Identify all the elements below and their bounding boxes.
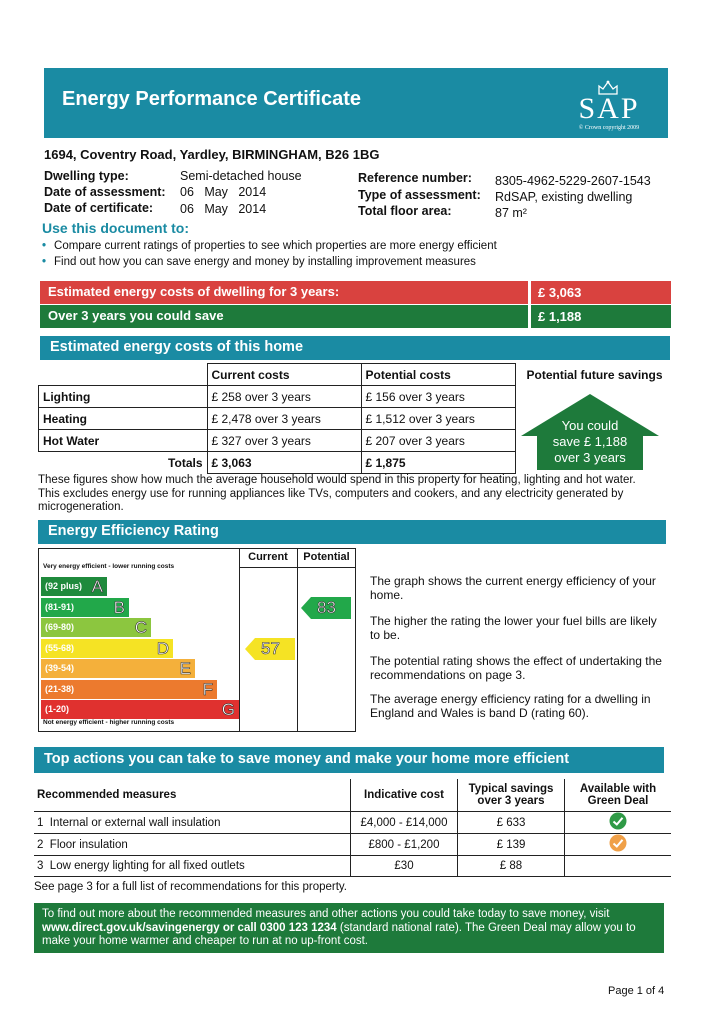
sap-logo-text: SAP (578, 92, 640, 125)
cost-row-label: Hot Water (39, 430, 208, 452)
house-line-2: save £ 1,188 (552, 434, 628, 449)
eer-section-title: Energy Efficiency Rating (48, 523, 219, 539)
eer-band-c (41, 618, 151, 637)
eer-band-b (41, 598, 129, 617)
floor-area-label: Total floor area: (358, 204, 452, 218)
table-row (34, 856, 671, 877)
table-row (34, 812, 671, 834)
estimated-cost-label: Estimated energy costs of dwelling for 3 years: (48, 284, 340, 299)
info-link[interactable]: www.direct.gov.uk/savingenergy or call 0300 123 1234 (42, 921, 337, 934)
eer-band-range: (39-54) (45, 663, 75, 673)
type-assessment-value: RdSAP, existing dwelling (495, 190, 633, 204)
sap-logo (564, 80, 654, 136)
eer-band-range: (69-80) (45, 622, 75, 632)
house-line-3: over 3 years (554, 450, 626, 465)
eer-band-letter: C (134, 618, 147, 637)
dwelling-type-label: Dwelling type: (44, 169, 129, 183)
eer-band-d (41, 639, 173, 658)
eer-band-letter: D (156, 638, 169, 658)
title-banner (44, 68, 668, 138)
measure-number: 1 (37, 816, 44, 829)
potential-costs-header: Potential costs (361, 364, 515, 386)
totals-current: £ 3,063 (207, 452, 361, 474)
totals-label: Totals (168, 455, 203, 470)
eer-band-f (41, 680, 217, 699)
use-bullet-text: Find out how you can save energy and money by installing improvement measures (54, 256, 476, 268)
reference-value: 8305-4962-5229-2607-1543 (495, 174, 651, 188)
bullet-icon: • (42, 240, 47, 252)
eer-band-range: (92 plus) (45, 581, 83, 591)
property-address: 1694, Coventry Road, Yardley, BIRMINGHAM, B26 1BG (44, 147, 380, 162)
current-rating-arrow (245, 638, 295, 665)
eer-section-header (38, 520, 666, 544)
measure-saving: £ 139 (458, 834, 565, 856)
eer-paragraph-3: The potential rating shows the effect of undertaking the recommendations on page 3. (370, 654, 662, 682)
actions-section-title: Top actions you can take to save money and make your home more efficient (44, 751, 570, 767)
savings-house-graphic (517, 394, 663, 470)
cost-potential-value: £ 156 over 3 years (361, 386, 515, 408)
info-box (34, 903, 664, 953)
eer-band-range: (81-91) (45, 601, 75, 612)
cost-row-label: Heating (39, 408, 208, 430)
savings-header: Typical savings over 3 years (458, 779, 565, 812)
current-costs-header: Current costs (207, 364, 361, 386)
eer-band-range: (55-68) (45, 642, 75, 653)
cost-potential-value: £ 1,512 over 3 years (361, 408, 515, 430)
eer-top-note: Very energy efficient - lower running costs (43, 563, 175, 570)
savings-bar (40, 305, 528, 328)
measure-name: Internal or external wall insulation (49, 816, 221, 829)
measure-cost: £4,000 - £14,000 (351, 812, 458, 834)
crown-copyright: © Crown copyright 2009 (578, 125, 640, 131)
eer-bottom-note: Not energy efficient - higher running costs (43, 719, 175, 726)
measure-name: Low energy lighting for all fixed outlets (49, 860, 245, 872)
cost-current-value: £ 258 over 3 years (207, 386, 361, 408)
costs-note: These figures show how much the average household would spend in this property for heating, lighting and hot water. This excludes energy use for running appliances like TVs, computers and cookers, and any electricity generated by microgeneration. (38, 474, 636, 513)
eer-band-letter: B (113, 597, 125, 617)
date-assessment-label: Date of assessment: (44, 185, 166, 199)
cost-current-value: £ 327 over 3 years (207, 430, 361, 452)
date-assessment-value: 06 May 2014 (180, 185, 267, 199)
potential-rating-value: 83 (317, 597, 336, 617)
eer-chart (38, 548, 356, 732)
measure-name: Floor insulation (49, 838, 128, 851)
eer-band-e (41, 659, 195, 678)
future-savings-header: Potential future savings (526, 367, 663, 382)
cost-potential-value: £ 207 over 3 years (361, 430, 515, 452)
page-number: Page 1 of 4 (608, 985, 665, 997)
recommendations-table (34, 779, 671, 877)
savings-value: £ 1,188 (538, 309, 582, 324)
cost-header: Indicative cost (351, 779, 458, 812)
measure-cost: £30 (351, 856, 458, 877)
eer-potential-header: Potential (303, 551, 350, 563)
green-deal-header: Available with Green Deal (565, 779, 672, 812)
measure-number: 2 (37, 838, 44, 851)
info-text-2: (standard national rate). The Green Deal may allow you to make your home warmer and cheaper to run at no up-front cost. (42, 921, 636, 947)
eer-band-letter: E (179, 659, 191, 678)
eer-band-letter: F (202, 679, 213, 699)
cost-row-label: Lighting (39, 386, 208, 408)
page-title: Energy Performance Certificate (62, 88, 362, 110)
measure-number: 3 (37, 860, 44, 872)
date-certificate-label: Date of certificate: (44, 201, 154, 215)
cost-current-value: £ 2,478 over 3 years (207, 408, 361, 430)
eer-paragraph-2: The higher the rating the lower your fuel bills are likely to be. (370, 614, 657, 642)
eer-band-g (41, 700, 239, 719)
house-line-1: You could (561, 418, 619, 433)
measure-saving: £ 88 (458, 856, 565, 877)
table-row (39, 364, 675, 386)
bullet-icon: • (42, 256, 47, 268)
floor-area-value: 87 m² (495, 206, 527, 220)
eer-band-a (41, 577, 107, 596)
actions-section-header (34, 747, 664, 773)
estimated-cost-value-box (531, 281, 671, 304)
measure-cost: £800 - £1,200 (351, 834, 458, 856)
estimated-cost-bar (40, 281, 528, 304)
green-deal-tick-icon (609, 834, 627, 852)
use-bullet-2 (42, 256, 476, 268)
savings-label: Over 3 years you could save (48, 308, 224, 323)
estimated-cost-value: £ 3,063 (538, 285, 582, 300)
eer-band-range: (21-38) (45, 683, 75, 694)
table-row (34, 834, 671, 856)
costs-section-header (40, 336, 670, 360)
info-text-1: To find out more about the recommended measures and other actions you could take today to save money, visit (42, 908, 610, 920)
eer-current-header: Current (248, 551, 288, 563)
totals-potential: £ 1,875 (361, 452, 515, 474)
eer-band-range: (1-20) (45, 704, 70, 714)
see-page-note: See page 3 for a full list of recommendations for this property. (34, 881, 347, 893)
measures-header: Recommended measures (34, 779, 351, 812)
measure-saving: £ 633 (458, 812, 565, 834)
use-bullet-text: Compare current ratings of properties to see which properties are more energy efficient (54, 240, 497, 252)
eer-band-letter: G (221, 700, 235, 719)
use-document-heading: Use this document to: (42, 220, 190, 236)
type-assessment-label: Type of assessment: (358, 188, 481, 202)
table-row (34, 779, 671, 812)
costs-section-title: Estimated energy costs of this home (50, 339, 304, 355)
potential-rating-arrow (301, 597, 351, 624)
dwelling-type-value: Semi-detached house (180, 169, 302, 183)
savings-value-box (531, 305, 671, 328)
eer-band-letter: A (91, 577, 103, 596)
green-deal-tick-icon (609, 812, 627, 830)
eer-paragraph-4: The average energy efficiency rating for a dwelling in England and Wales is band D (rating 60). (370, 692, 651, 720)
use-bullet-1 (42, 240, 497, 252)
reference-label: Reference number: (358, 171, 472, 185)
date-certificate-value: 06 May 2014 (180, 202, 267, 216)
current-rating-value: 57 (261, 638, 280, 658)
eer-paragraph-1: The graph shows the current energy efficiency of your home. (370, 574, 656, 602)
